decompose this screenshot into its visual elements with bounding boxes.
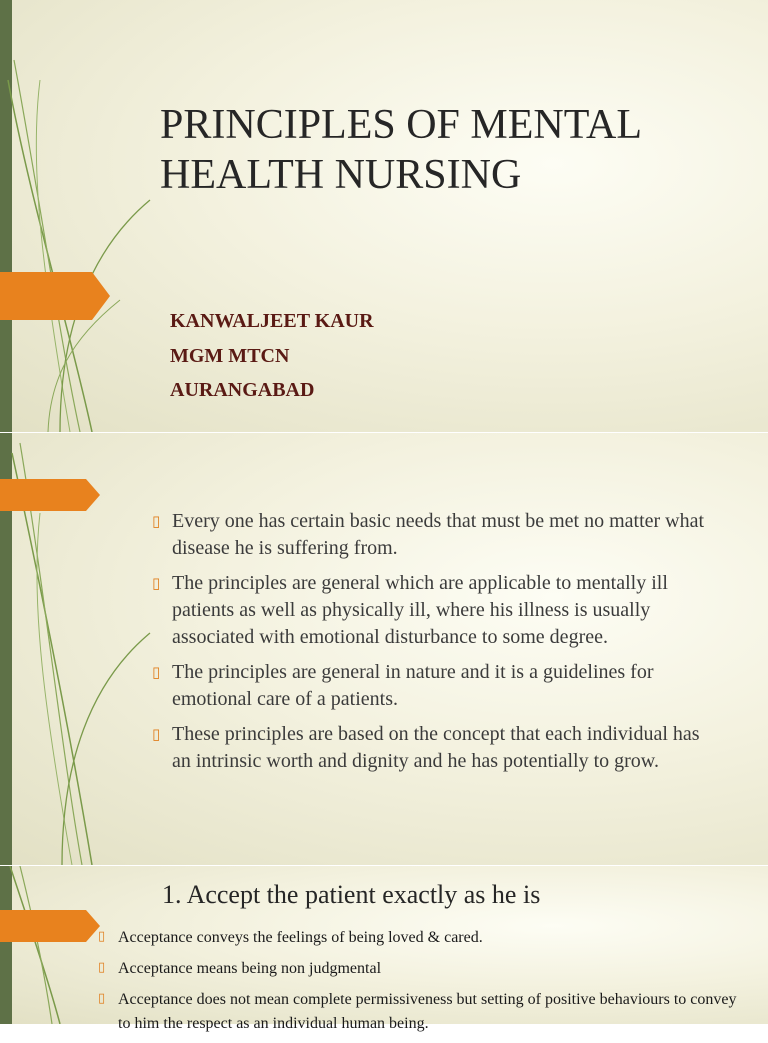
bullet-marker-icon: ▯ <box>152 512 161 530</box>
author-name: KANWALJEET KAUR <box>170 310 374 332</box>
bullet-item: ▯ The principles are general which are applicable to mentally ill patients as well as physically ill, where his illness is usually associated with emotional disturbance to some degree. <box>152 572 668 648</box>
bullet-item: ▯ The principles are general in nature and it is a guidelines for emotional care of a patients. <box>152 661 654 710</box>
principles-bullet-list <box>152 508 712 783</box>
acceptance-bullet-list <box>98 926 738 1043</box>
bullet-marker-icon: ▯ <box>98 929 106 944</box>
bullet-marker-icon: ▯ <box>152 725 161 743</box>
section-heading: 1. Accept the patient exactly as he is <box>162 880 541 909</box>
bullet-marker-icon: ▯ <box>152 663 161 681</box>
bullet-marker-icon: ▯ <box>98 991 106 1006</box>
bullet-marker-icon: ▯ <box>98 960 106 975</box>
bullet-item: ▯ Every one has certain basic needs that must be met no matter what disease he is suffering from. <box>152 510 705 559</box>
author-institution: MGM MTCN <box>170 344 290 367</box>
orange-tab-marker <box>0 479 100 511</box>
author-block <box>170 304 374 408</box>
bullet-item: ▯ Acceptance does not mean complete permissiveness but setting of positive behaviours to convey to him the respect as an individual human being. <box>98 988 738 1036</box>
slide-title <box>0 0 768 432</box>
bullet-item: ▯ These principles are based on the concept that each individual has an intrinsic worth and dignity and he has potentially to grow. <box>152 723 700 772</box>
bullet-marker-icon: ▯ <box>152 574 161 592</box>
bullet-item: ▯ Acceptance conveys the feelings of being loved & cared. <box>98 926 738 950</box>
presentation-title: PRINCIPLES OF MENTAL HEALTH NURSING <box>160 102 641 198</box>
orange-tab-marker <box>0 272 110 320</box>
author-location: AURANGABAD <box>170 379 315 401</box>
orange-tab-marker <box>0 910 100 942</box>
bullet-item: ▯ Acceptance means being non judgmental <box>98 957 738 981</box>
